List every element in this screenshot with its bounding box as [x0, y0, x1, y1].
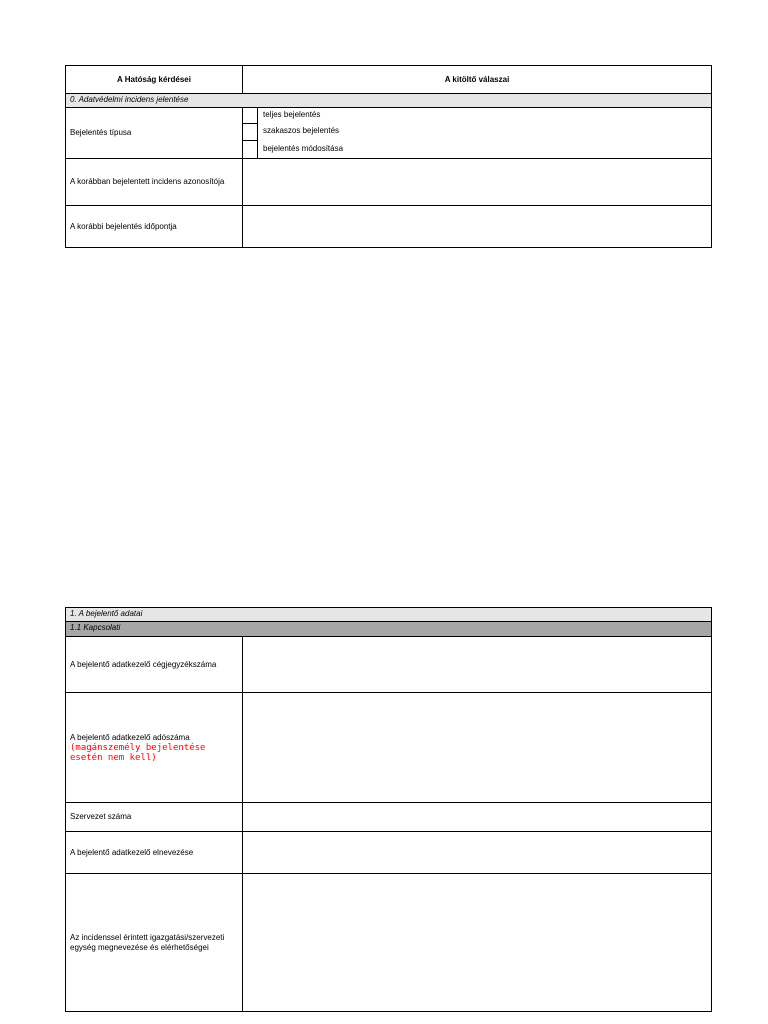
option-partial-report: szakaszos bejelentés — [263, 126, 340, 135]
previous-report-time-answer[interactable] — [242, 205, 712, 248]
section-0-header — [65, 93, 712, 108]
row-label-previous-incident-id — [65, 158, 243, 206]
row-label-previous-report-time — [65, 205, 243, 248]
row-label-tax-no — [65, 692, 243, 803]
row-label-report-type — [65, 107, 243, 159]
tax-no-label: A bejelentő adatkezelő adószáma — [70, 732, 190, 742]
row-label-company-reg-no — [65, 636, 243, 693]
company-reg-no-label: A bejelentő adatkezelő cégjegyzékszáma — [70, 659, 217, 669]
header-left-text: A Hatóság kérdései — [117, 74, 191, 84]
checkbox-partial-report[interactable] — [242, 123, 258, 141]
section-0-title: 0. Adatvédelmi incidens jelentése — [70, 95, 189, 104]
controller-name-answer[interactable] — [242, 831, 712, 874]
row-label-affected-unit — [65, 873, 243, 1012]
org-no-answer[interactable] — [242, 802, 712, 832]
row-label-org-no — [65, 802, 243, 832]
subsection-1-1-header — [65, 621, 712, 637]
checkbox-report-modification[interactable] — [242, 140, 258, 159]
header-right-text: A kitöltő válaszai — [444, 74, 510, 84]
col-header-questions — [65, 65, 243, 94]
row-label-controller-name — [65, 831, 243, 874]
section-1-title: 1. A bejelentő adatai — [70, 609, 143, 618]
checkbox-full-report[interactable] — [242, 107, 258, 124]
subsection-1-1-title: 1.1 Kapcsolati — [70, 623, 121, 632]
controller-name-label: A bejelentő adatkezelő elnevezése — [70, 847, 194, 857]
col-header-answers — [242, 65, 712, 94]
section-1-header — [65, 607, 712, 622]
affected-unit-label: Az incidenssel érintett igazgatási/szervezeti egység megnevezése és elérhetőségei — [70, 932, 225, 952]
tax-no-answer[interactable] — [242, 692, 712, 803]
tax-no-note: (magánszemély bejelentése esetén nem kell) — [70, 742, 206, 763]
previous-report-time-label: A korábbi bejelentés időpontja — [70, 221, 177, 231]
previous-incident-id-answer[interactable] — [242, 158, 712, 206]
org-no-label: Szervezet száma — [70, 812, 132, 821]
previous-incident-id-label: A korábban bejelentett incidens azonosítója — [70, 177, 225, 186]
company-reg-no-answer[interactable] — [242, 636, 712, 693]
report-type-label: Bejelentés típusa — [70, 128, 132, 137]
affected-unit-answer[interactable] — [242, 873, 712, 1012]
option-report-modification: bejelentés módosítása — [263, 144, 344, 153]
option-full-report: teljes bejelentés — [263, 110, 321, 119]
